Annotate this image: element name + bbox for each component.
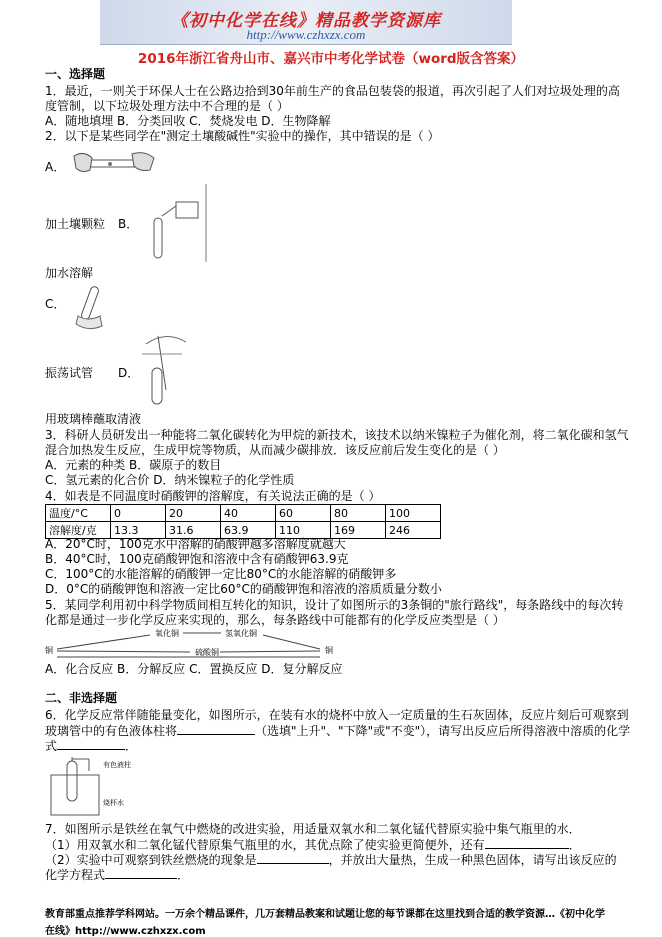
diagram-node-cuo: 氧化铜: [155, 629, 179, 638]
table-cell: 100: [386, 505, 441, 522]
q4-option-b: B．40°C时，100克硝酸钾饱和溶液中含有硝酸钾63.9克: [45, 552, 349, 566]
q7-stem: 7．如图所示是铁丝在氧气中燃烧的改进实验，用适量双氧水和二氧化锰代替原实验中集气瓶里的水．: [45, 822, 581, 836]
q7-blank-3[interactable]: [105, 867, 177, 879]
table-cell: 110: [276, 522, 331, 539]
table-cell: 60: [276, 505, 331, 522]
q5-options: A．化合反应 B．分解反应 C．置换反应 D．复分解反应: [45, 662, 343, 676]
q7-sub2-part1: （2）实验中可观察到铁丝燃烧的现象是: [45, 853, 257, 867]
table-cell: 溶解度/克: [46, 522, 111, 539]
table-row: [46, 522, 441, 539]
q4-option-a: A．20°C时，100克水中溶解的硝酸钾越多溶解度就越大: [45, 537, 346, 551]
footer-line1: 教育部重点推荐学科网站。一万余个精品课件，几万套精品教案和试题让您的每节课都在这里找到合适的教学资源…《初中化学: [45, 909, 605, 920]
q7-sub2-part2: ，并放出大量热，生成一种黑色固体，请写出该反应的: [328, 853, 617, 867]
q3-options-cd: C．氢元素的化合价 D．纳米镍粒子的化学性质: [45, 473, 295, 487]
q6-blank-1[interactable]: [177, 723, 255, 735]
q2-option-a: A．: [45, 160, 66, 174]
header-banner: [100, 0, 512, 45]
q7-sub1: （1）用双氧水和二氧化锰代替原集气瓶里的水，其优点除了使实验更简便外，还有 ．: [45, 838, 581, 852]
section-heading-nonchoice: 二、非选择题: [45, 691, 118, 705]
table-cell: 80: [331, 505, 386, 522]
q7-blank-1[interactable]: [485, 837, 569, 849]
diagram-node-cu-left: 铜: [45, 646, 53, 655]
q2-option-d: D．: [118, 366, 140, 380]
table-cell: 31.6: [166, 522, 221, 539]
q6-line2: [45, 723, 630, 739]
document-title: 2016年浙江省舟山市、嘉兴市中考化学试卷（word版含答案）: [137, 51, 525, 67]
diagram-node-cu-right: 铜: [325, 646, 333, 655]
table-cell: 温度/°C: [46, 505, 111, 522]
fig-label-water: 烧杯水: [103, 799, 124, 807]
q6-line3-text: 式: [45, 739, 58, 753]
q3-line2: 混合加热发生反应，生成甲烷等物质，从而减少碳排放．该反应前后发生变化的是（ ）: [45, 443, 505, 457]
table-cell: 63.9: [221, 522, 276, 539]
q7-sub2-part3: 化学方程式: [45, 868, 106, 882]
table-cell: 13.3: [111, 522, 166, 539]
q7-sub2: [45, 852, 617, 868]
q4-option-d: D．0°C的硝酸钾饱和溶液一定比60°C的硝酸钾饱和溶液的溶质质量分数小: [45, 582, 442, 596]
q5-line1: 5．某同学利用初中科学物质间相互转化的知识，设计了如图所示的3条铜的"旅行路线"，每条路线中的每次转: [45, 598, 624, 612]
q4-stem: 4．如表是不同温度时硝酸钾的溶解度，有关说法正确的是（ ）: [45, 489, 381, 503]
figure-shake-tube: [68, 282, 118, 332]
table-cell: 40: [221, 505, 276, 522]
footer-line2[interactable]: 在线》http://www.czhxzx.com: [45, 926, 206, 937]
q6-line2-part2: （选填"上升"、"下降"或"不变"），请写出反应后所得溶液中溶质的化学: [255, 724, 631, 738]
q2-option-c: C．: [45, 297, 66, 311]
table-cell: 169: [331, 522, 386, 539]
q2-caption-d: 用玻璃棒蘸取清液: [45, 412, 142, 426]
q2-caption-c: 振荡试管: [45, 366, 94, 380]
table-row: [46, 505, 441, 522]
q1-line1: 1．最近，一则关于环保人士在公路边拾到30年前生产的食品包装袋的报道，再次引起了人们对垃圾处理的高: [45, 84, 620, 98]
q7-sub2-equation: 化学方程式 ．: [45, 868, 190, 882]
q1-options: A．随地填埋 B．分类回收 C．焚烧发电 D．生物降解: [45, 114, 331, 128]
q2-stem: 2．以下是某些同学在"测定土壤酸碱性"实验中的操作，其中错误的是（ ）: [45, 129, 440, 143]
figure-add-soil: [70, 146, 160, 182]
q7-blank-2[interactable]: [257, 852, 329, 864]
figure-glass-rod: [138, 330, 198, 406]
q7-sub1-text: （1）用双氧水和二氧化锰代替原集气瓶里的水，其优点除了使实验更简便外，还有: [45, 838, 485, 852]
table-cell: 246: [386, 522, 441, 539]
solubility-table: [45, 504, 441, 539]
figure-quicklime-beaker: [45, 757, 165, 817]
diagram-node-cuoh: 氢氧化铜: [225, 629, 257, 638]
banner-url[interactable]: http://www.czhxzx.com: [246, 27, 366, 42]
q4-option-c: C．100°C的水能溶解的硝酸钾一定比80°C的水能溶解的硝酸钾多: [45, 567, 397, 581]
q3-line1: 3．科研人员研发出一种能将二氧化碳转化为甲烷的新技术，该技术以纳米镍粒子为催化剂，将二氧化碳和氢气: [45, 428, 629, 442]
q6-line3: 式 ．: [45, 739, 138, 753]
q2-option-b: B．: [118, 217, 139, 231]
q3-options-ab: A．元素的种类 B．碳原子的数目: [45, 458, 222, 472]
banner-title: 《初中化学在线》精品教学资源库: [171, 11, 441, 31]
q5-line2: 化都是通过一步化学反应来实现的，那么，每条路线中可能都有的化学反应类型是（ ）: [45, 613, 505, 627]
copper-route-diagram: [45, 627, 365, 663]
q2-caption-b: 加水溶解: [45, 266, 94, 280]
q2-caption-a: 加土壤颗粒: [45, 217, 106, 231]
table-cell: 20: [166, 505, 221, 522]
q6-blank-2[interactable]: [57, 738, 125, 750]
q1-line2: 度管制，以下垃圾处理方法中不合理的是（ ）: [45, 99, 289, 113]
diagram-node-cuso4: 硫酸铜: [195, 648, 219, 657]
q6-line2-part1: 玻璃管中的有色液体柱将: [45, 724, 178, 738]
figure-add-water: [140, 182, 210, 264]
table-cell: 0: [111, 505, 166, 522]
section-heading-choice: 一、选择题: [45, 67, 106, 81]
diagram-arrows: [57, 633, 320, 657]
fig-label-colored-liquid: 有色液柱: [103, 761, 131, 769]
q6-line1: 6．化学反应常伴随能量变化，如图所示，在装有水的烧杯中放入一定质量的生石灰固体，反应片刻后可观察到: [45, 708, 629, 722]
